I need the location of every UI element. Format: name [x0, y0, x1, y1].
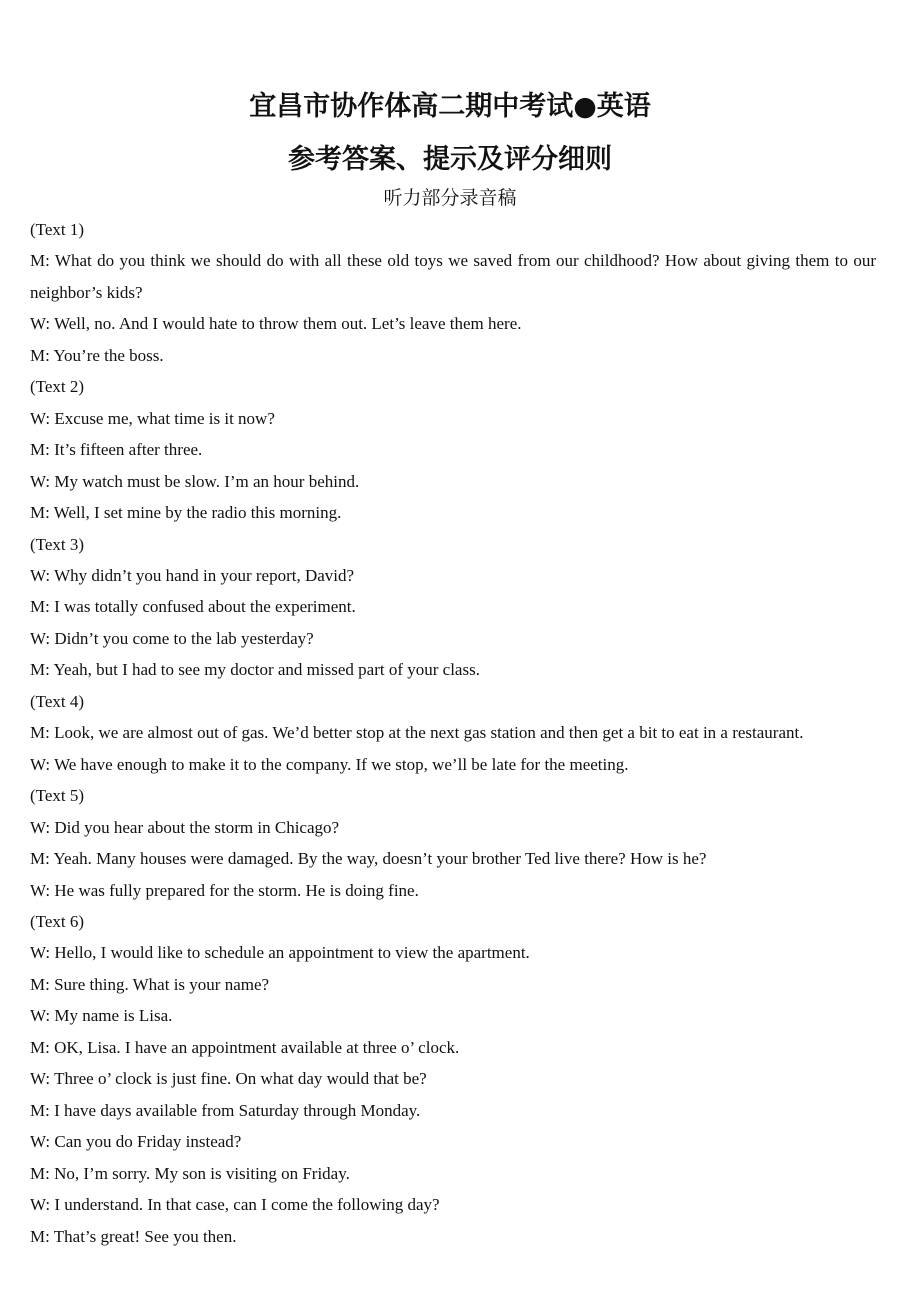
dialogue-line: W: Hello, I would like to schedule an appointment to view the apartment.: [30, 943, 530, 963]
text-label: (Text 2): [30, 377, 85, 397]
dialogue-line: W: We have enough to make it to the company. If we stop, we’ll be late for the meeting.: [30, 754, 629, 774]
dialogue-line: W: My name is Lisa.: [30, 1006, 173, 1026]
dialogue-line: M: You’re the boss.: [30, 345, 164, 365]
dialogue-line: W: I understand. In that case, can I come the following day?: [30, 1195, 440, 1215]
dialogue-line: W: Can you do Friday instead?: [30, 1132, 242, 1152]
dialogue-line: W: Three o’ clock is just fine. On what day would that be?: [30, 1069, 427, 1089]
dialogue-line: W: Didn’t you come to the lab yesterday?: [30, 628, 314, 648]
dialogue-line: M: Yeah. Many houses were damaged. By the way, doesn’t your brother Ted live there? How is he?: [30, 849, 707, 869]
dialogue-line: M: Yeah, but I had to see my doctor and missed part of your class.: [30, 660, 480, 680]
dialogue-line: M: Sure thing. What is your name?: [30, 974, 270, 994]
dialogue-line: W: Well, no. And I would hate to throw them out. Let’s leave them here.: [30, 314, 522, 334]
dialogue-line: M: What do you think we should do with all these old toys we saved from our childhood? How about giving them to our neighbor’s kids?: [30, 251, 876, 302]
dialogue-line: W: He was fully prepared for the storm. He is doing fine.: [30, 880, 419, 900]
dialogue-line: W: My watch must be slow. I’m an hour behind.: [30, 471, 360, 491]
dialogue-line: M: No, I’m sorry. My son is visiting on Friday.: [30, 1163, 350, 1183]
dialogue-line: M: Look, we are almost out of gas. We’d better stop at the next gas station and then get a bit to eat in a restaurant.: [30, 723, 804, 743]
dialogue-line: M: I have days available from Saturday through Monday.: [30, 1100, 421, 1120]
dialogue-line: M: That’s great! See you then.: [30, 1226, 237, 1246]
document-subtitle: 参考答案、提示及评分细则: [288, 144, 612, 175]
dialogue-line: W: Did you hear about the storm in Chicago?: [30, 817, 340, 837]
transcript-body: [30, 214, 876, 1252]
dialogue-line: M: Well, I set mine by the radio this morning.: [30, 503, 342, 523]
dialogue-line: W: Excuse me, what time is it now?: [30, 408, 275, 428]
dialogue-line: M: I was totally confused about the experiment.: [30, 597, 356, 617]
text-label: (Text 5): [30, 786, 85, 806]
section-heading: 听力部分录音稿: [383, 187, 517, 209]
text-label: (Text 1): [30, 220, 85, 239]
dialogue-line: M: It’s fifteen after three.: [30, 440, 203, 460]
text-label: (Text 6): [30, 911, 85, 931]
text-label: (Text 3): [30, 534, 85, 554]
dialogue-line: W: Why didn’t you hand in your report, David?: [30, 565, 355, 585]
dialogue-line: M: OK, Lisa. I have an appointment available at three o’ clock.: [30, 1037, 460, 1057]
document-title: 宜昌市协作体高二期中考试●英语: [249, 91, 651, 122]
text-label: (Text 4): [30, 691, 85, 711]
